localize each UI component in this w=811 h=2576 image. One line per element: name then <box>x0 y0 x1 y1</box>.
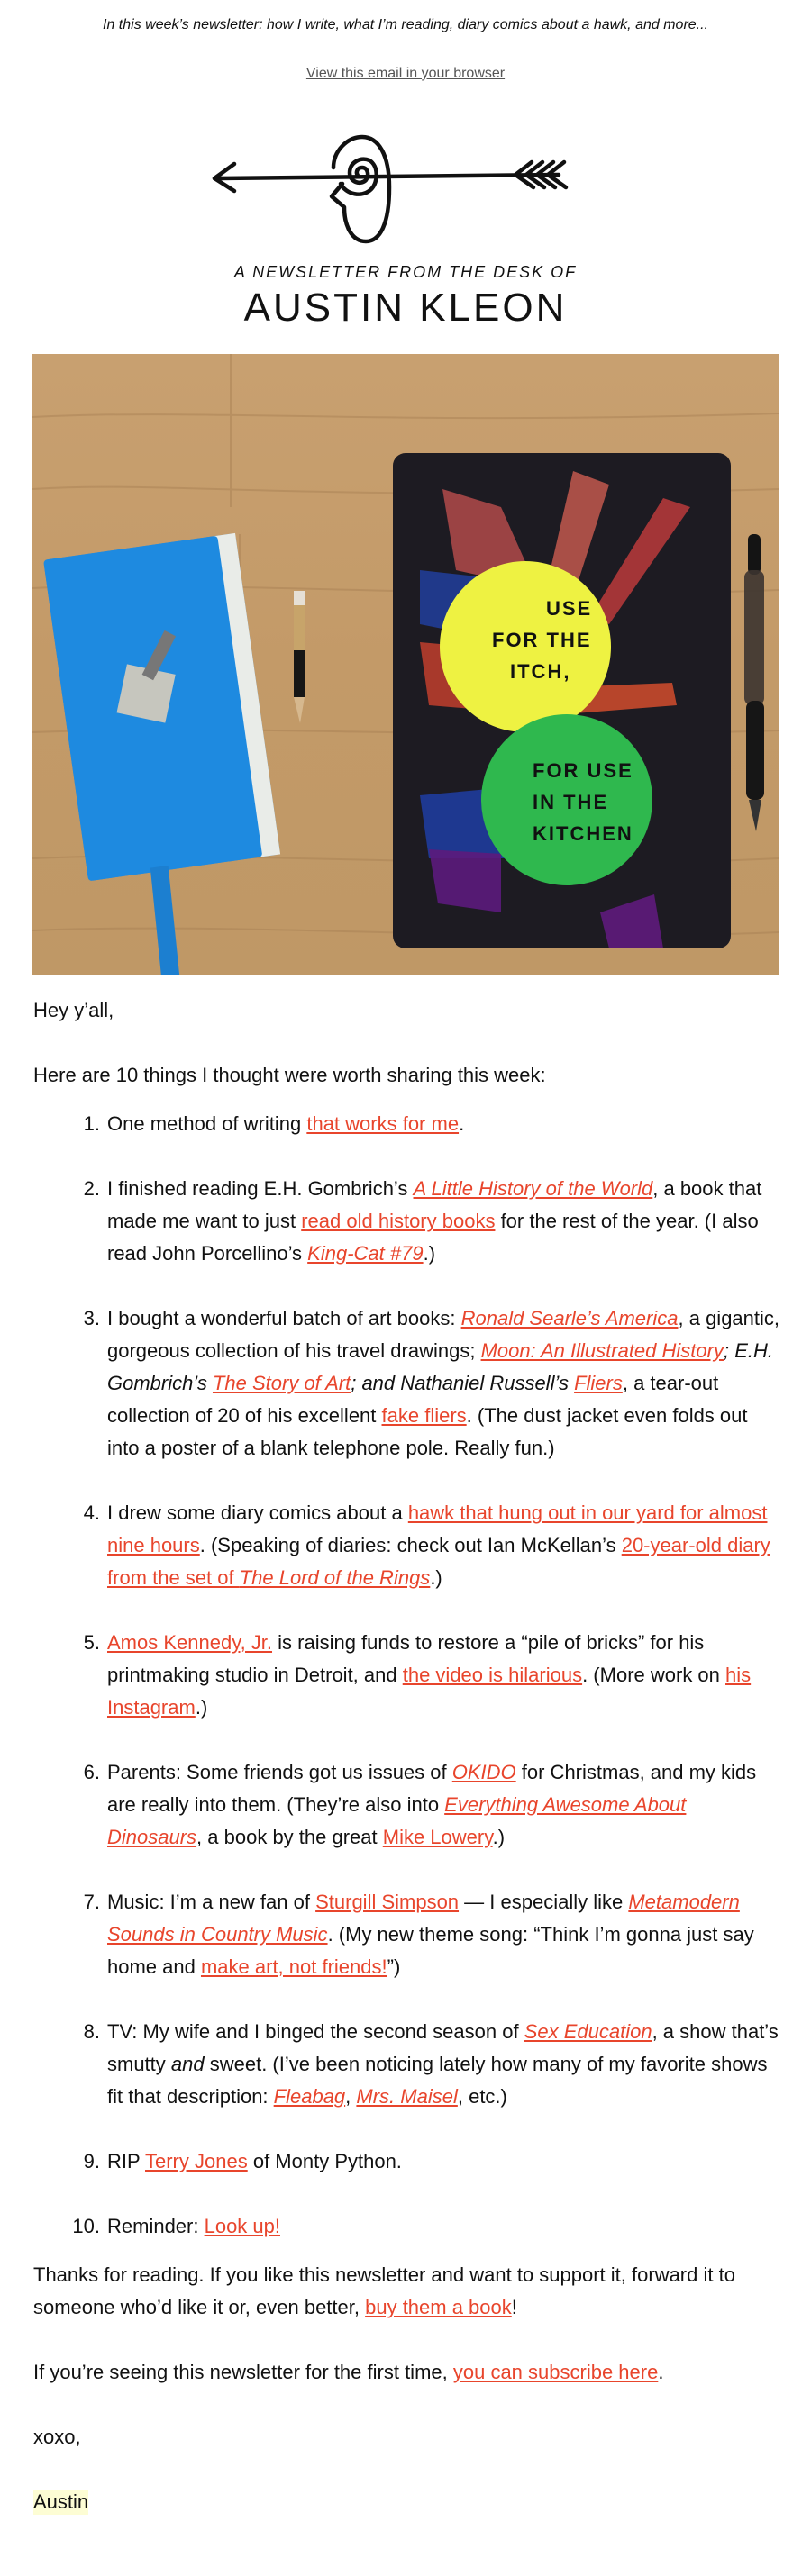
notebook-text-1b: FOR THE <box>492 629 592 651</box>
list-item-2: 2. I finished reading E.H. Gombrich’s A Little History of the World, a book that made me want to just read old history books for the rest of the year. (I also read John Porcellino’s King-Cat #79.) <box>83 1177 762 1265</box>
notebook-text-1a: USE <box>546 597 593 620</box>
pen <box>744 534 764 831</box>
link-subscribe-here[interactable]: you can subscribe here <box>452 2361 659 2383</box>
outro-text: Thanks for reading. If you like this newsletter and want to support it, forward it to someone who’d like it or, even better, buy them a book! <box>33 2263 735 2318</box>
list-item-10: 10. Reminder: Look up! <box>72 2215 280 2237</box>
link-amos-kennedy[interactable]: Amos Kennedy, Jr. <box>107 1631 273 1654</box>
link-buy-them-a-book[interactable]: buy them a book <box>365 2296 512 2318</box>
link-king-cat-79[interactable]: King-Cat #79 <box>307 1242 424 1265</box>
link-mike-lowery[interactable]: Mike Lowery <box>382 1826 493 1848</box>
link-look-up[interactable]: Look up! <box>204 2215 280 2237</box>
hero-image <box>32 354 779 975</box>
notebook-text-2b: IN THE <box>533 791 609 813</box>
link-make-art-not-friends[interactable]: make art, not friends! <box>200 1955 387 1978</box>
link-lotr-diary[interactable]: 20-year-old diary from the set of The Lord of the Rings <box>107 1534 770 1589</box>
list-item-5: 5. Amos Kennedy, Jr. is raising funds to restore a “pile of bricks” for his printmaking studio in Detroit, and the video is hilarious. (More work on his Instagram.) <box>83 1631 752 1719</box>
link-fleabag[interactable]: Fleabag <box>273 2085 346 2108</box>
link-video-hilarious[interactable]: the video is hilarious <box>402 1664 583 1686</box>
newsletter-body <box>33 994 781 2518</box>
signature: Austin <box>33 2490 89 2513</box>
list-item-3: 3. I bought a wonderful batch of art books: Ronald Searle’s America, a gigantic, gorgeous collection of his travel drawings; Moon: An Illustrated History; E.H. Gombrich’s The Story of Art; and Nathaniel Russell’s Fliers, a tear-out collection of 20 of his excellent fake fliers. (The dust jacket even folds out into a poster of a blank telephone pole. Really fun.) <box>83 1307 780 1459</box>
greeting: Hey y’all, <box>33 999 114 1021</box>
link-fliers[interactable]: Fliers <box>574 1372 623 1394</box>
link-mrs-maisel[interactable]: Mrs. Maisel <box>356 2085 458 2108</box>
link-read-old-history-books[interactable]: read old history books <box>301 1210 496 1232</box>
subscribe-text: If you’re seeing this newsletter for the first time, you can subscribe here. <box>33 2361 664 2383</box>
link-moon-illustrated-history[interactable]: Moon: An Illustrated History <box>480 1339 724 1362</box>
list-item-4: 4. I drew some diary comics about a hawk that hung out in our yard for almost nine hours. (Speaking of diaries: check out Ian McKellan’s 20-year-old diary from the set of The Lord of the Rings.) <box>83 1501 770 1589</box>
intro-text: Here are 10 things I thought were worth sharing this week: <box>33 1064 546 1086</box>
view-in-browser-link[interactable]: View this email in your browser <box>305 66 506 81</box>
arrow-through-head-icon <box>214 137 566 241</box>
link-story-of-art[interactable]: The Story of Art <box>212 1372 351 1394</box>
things-list <box>33 1108 781 2243</box>
link-terry-jones[interactable]: Terry Jones <box>145 2150 248 2172</box>
link-hawk-diary-comics[interactable]: hawk that hung out in our yard for almost nine hours <box>107 1501 768 1556</box>
link-sex-education[interactable]: Sex Education <box>524 2020 652 2043</box>
link-that-works-for-me[interactable]: that works for me <box>306 1112 460 1135</box>
list-item-6: 6. Parents: Some friends got us issues of OKIDO for Christmas, and my kids are really into them. (They’re also into Everything Awesome About Dinosaurs, a book by the great Mike Lowery.) <box>83 1761 757 1848</box>
logo-name: AUSTIN KLEON <box>243 286 568 330</box>
link-everything-awesome-dinosaurs[interactable]: Everything Awesome About Dinosaurs <box>107 1793 687 1848</box>
newsletter-logo[interactable] <box>198 124 613 331</box>
notebook-text-1c: ITCH, <box>510 660 571 683</box>
black-notebook <box>393 453 731 948</box>
preheader-text: In this week’s newsletter: how I write, what I’m reading, diary comics about a hawk, and more... <box>103 17 708 32</box>
link-okido[interactable]: OKIDO <box>451 1761 516 1783</box>
list-item-9: 9. RIP Terry Jones of Monty Python. <box>83 2150 402 2172</box>
link-his-instagram[interactable]: his Instagram <box>107 1664 752 1719</box>
link-ronald-searles-america[interactable]: Ronald Searle’s America <box>460 1307 679 1329</box>
list-item-1: 1. One method of writing that works for me. <box>83 1112 465 1135</box>
notebook-text-2c: KITCHEN <box>533 822 633 845</box>
link-metamodern-sounds[interactable]: Metamodern Sounds in Country Music <box>107 1891 740 1946</box>
link-fake-fliers[interactable]: fake fliers <box>381 1404 467 1427</box>
notebook-text-2a: FOR USE <box>533 759 633 782</box>
signoff: xoxo, <box>33 2426 81 2448</box>
list-item-7: 7. Music: I’m a new fan of Sturgill Simpson — I especially like Metamodern Sounds in Country Music. (My new theme song: “Think I’m gonna just say home and make art, not friends!”) <box>83 1891 754 1978</box>
list-item-8: 8. TV: My wife and I binged the second season of Sex Education, a show that’s smutty and sweet. (I’ve been noticing lately how many of my favorite shows fit that description: Fleabag, Mrs. Maisel, etc.) <box>83 2020 779 2108</box>
link-sturgill-simpson[interactable]: Sturgill Simpson <box>315 1891 460 1913</box>
logo-tagline: A NEWSLETTER FROM THE DESK OF <box>233 263 578 281</box>
link-little-history-of-the-world[interactable]: A Little History of the World <box>413 1177 653 1200</box>
pencil <box>294 591 305 723</box>
